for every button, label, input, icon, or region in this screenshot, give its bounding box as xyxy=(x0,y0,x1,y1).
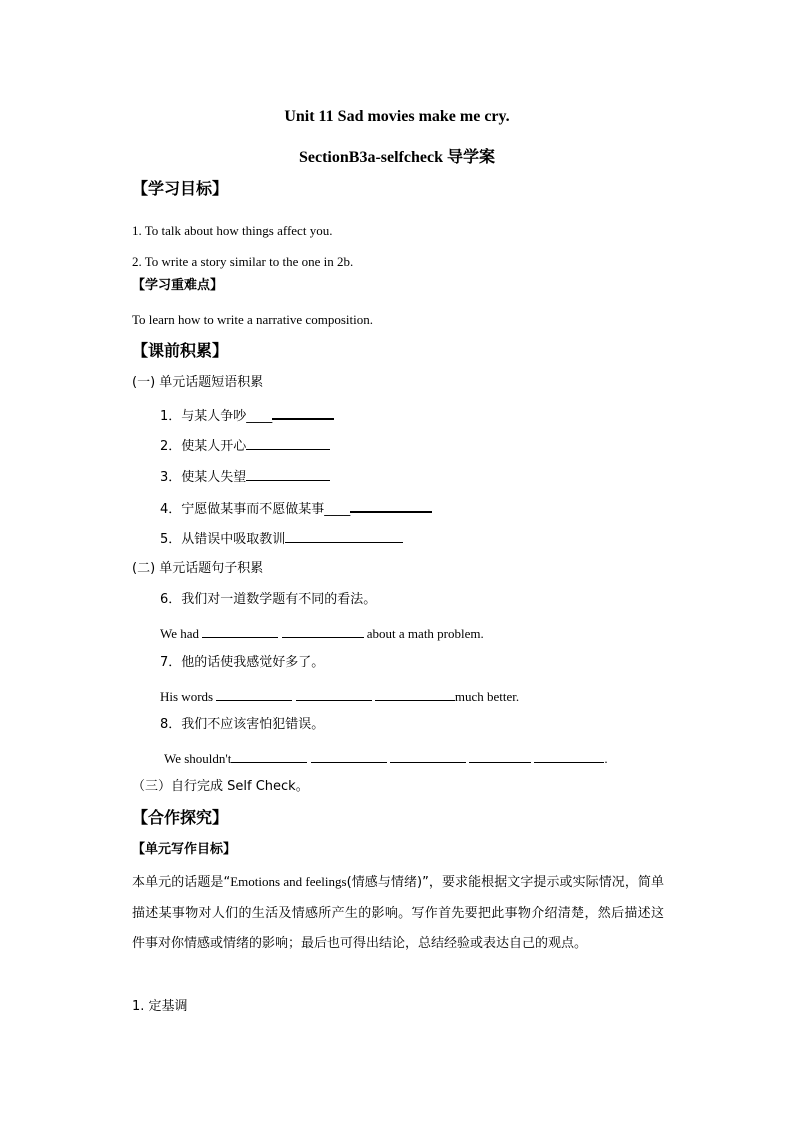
answer-blank[interactable] xyxy=(311,750,387,763)
phrase-section-title: (一) 单元话题短语积累 xyxy=(132,375,264,390)
sentence-8-english: We shouldn't . xyxy=(164,751,608,766)
sentence-6-english: We had about a math problem. xyxy=(160,626,484,641)
page-title: Unit 11 Sad movies make me cry. xyxy=(284,108,510,125)
preview-heading: 【课前积累】 xyxy=(132,341,229,360)
answer-blank[interactable] xyxy=(202,625,278,638)
phrase-item-5: 5．从错误中吸取教训 xyxy=(160,530,403,546)
answer-blank[interactable] xyxy=(282,625,364,638)
sentence-7-english: His words much better. xyxy=(160,689,520,704)
answer-blank[interactable] xyxy=(534,750,604,763)
writing-goal-paragraph: 本单元的话题是“Emotions and feelings(情感与情绪)”，要求能根据文字提示或实际情况，简单描述某事物对人们的生活及情感所产生的影响。写作首先要把此事物介绍清楚，然后描述这件事对你情感或情绪的影响；最后也可得出结论，总结经验或表达自己的观点。 xyxy=(132,874,664,951)
phrase-item-1: 1．与某人争吵____ xyxy=(160,406,334,423)
objectives-heading: 【学习目标】 xyxy=(132,179,229,198)
page-subtitle: SectionB3a-selfcheck 导学案 xyxy=(299,149,495,166)
sentence-8-chinese: 8．我们不应该害怕犯错误。 xyxy=(160,717,325,732)
objective-item-1: 1. To talk about how things affect you. xyxy=(132,223,333,238)
answer-blank[interactable] xyxy=(246,437,330,450)
sentence-section-title: (二) 单元话题句子积累 xyxy=(132,561,264,576)
phrase-item-4: 4．宁愿做某事而不愿做某事____ xyxy=(160,499,432,516)
self-check-line: （三）自行完成 Self Check。 xyxy=(132,779,309,794)
answer-blank[interactable] xyxy=(296,688,372,701)
sentence-7-chinese: 7．他的话使我感觉好多了。 xyxy=(160,655,325,670)
phrase-item-3: 3．使某人失望 xyxy=(160,468,330,484)
phrase-item-2: 2．使某人开心 xyxy=(160,437,330,453)
writing-goal-heading: 【单元写作目标】 xyxy=(132,842,237,857)
cooperation-heading: 【合作探究】 xyxy=(132,808,229,827)
objective-item-2: 2. To write a story similar to the one in 2b. xyxy=(132,254,354,269)
answer-blank[interactable] xyxy=(285,530,403,543)
answer-blank[interactable] xyxy=(390,750,466,763)
answer-blank[interactable] xyxy=(246,468,330,481)
sentence-6-chinese: 6．我们对一道数学题有不同的看法。 xyxy=(160,592,377,607)
answer-blank[interactable] xyxy=(272,406,334,420)
key-points-text: To learn how to write a narrative composition. xyxy=(132,312,373,327)
answer-blank[interactable] xyxy=(350,499,432,513)
answer-blank[interactable] xyxy=(231,750,307,763)
answer-blank[interactable] xyxy=(216,688,292,701)
step-1: 1. 定基调 xyxy=(132,999,188,1014)
key-points-heading: 【学习重难点】 xyxy=(132,278,224,293)
answer-blank[interactable] xyxy=(469,750,531,763)
answer-blank[interactable] xyxy=(375,688,455,701)
